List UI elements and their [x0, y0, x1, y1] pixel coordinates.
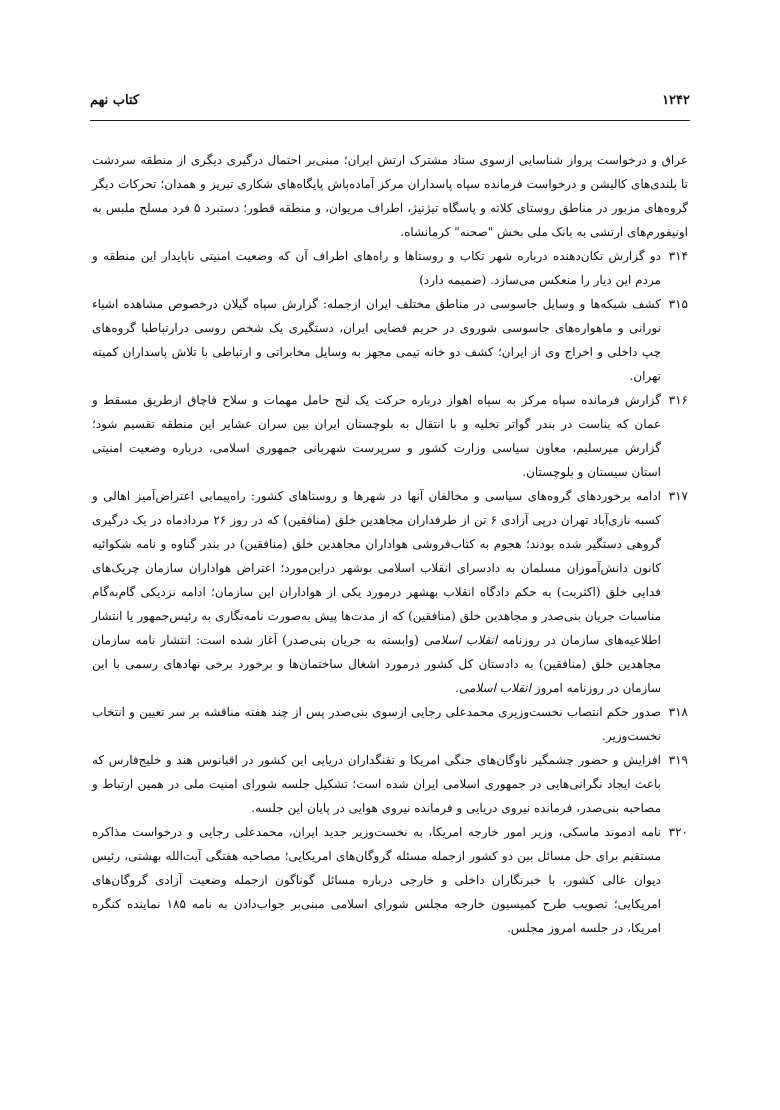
entry-number: ۳۱۴	[668, 249, 688, 263]
entry-318	[92, 700, 688, 748]
intro-paragraph: عراق و درخواست پرواز شناسایی ازسوی ستاد مشترک ارتش ایران؛ مبنی‌بر احتمال درگیری دیگری از منطقه سردشت تا بلندی‌های کالیشن و درخواست فرمانده سپاه پاسداران مرکز آماده‌باش پایگاه‌های شکاری تبریز و همدان؛ تحرکات دیگر گروه‌های مزبور در مناطق روستای کلاته و پاسگاه تیژتیژ، اطراف مریوان، و منطقه قطور؛ دستبرد ۵ فرد مسلح ملبس به اونیفورم‌های ارتشی به بانک ملی بخش "صحنه" کرمانشاه.	[92, 153, 689, 239]
newspaper-title: انقلاب اسلامی	[458, 681, 531, 695]
entry-320	[92, 820, 688, 940]
entry-text: کشف شبکه‌ها و وسایل جاسوسی در مناطق مختلف ایران ازجمله: گزارش سپاه گیلان درخصوص مشاهده اشیاء نورانی و ماهواره‌های جاسوسی شوروی در حریم فضایی ایران، دستگیری یک شخص روسی درارتباطبا گروه‌های چپ داخلی و اخراج وی از ایران؛ کشف دو خانه تیمی مجهز به وسایل مخابراتی و ارتباطی با تلاش پاسداران کمیته تهران.	[92, 297, 661, 383]
entry-text-part: (وابسته به جریان بنی‌صدر) آغاز شده است: انتشار نامه سازمان مجاهدین خلق (منافقین) به دادستان کل کشور درمورد اشغال ساختمان‌ها و برخورد برخی نهادهای رسمی با این سازمان در روزنامه امروز	[92, 633, 661, 695]
entry-text-part: ادامه برخوردهای گروه‌های سیاسی و مخالفان آنها در شهرها و روستاهای کشور: راه‌پیمایی اعتراض‌آمیز اهالی و کسبه نازی‌آباد تهران درپی آزادی ۶ تن از طرفداران مجاهدین خلق (منافقین) که در روز ۲۶ مردادماه در یک درگیری گروهی دستگیر شده بودند؛ هجوم به کتاب‌فروشی هواداران مجاهدین خلق (منافقین) در بندر گناوه و نامه شکوائیه کانون دانش‌آموزان مسلمان به دادسرای انقلاب اسلامی بوشهر دراین‌مورد؛ اعتراض هواداران سازمان چریک‌های فدایی خلق (اکثریت) به حکم دادگاه انقلاب بهشهر درمورد یکی از هواداران این سازمان؛ ادامه نزدیکی گام‌به‌گام مناسبات جریان بنی‌صدر و مجاهدین خلق (منافقین) که از مدت‌ها پیش به‌صورت نامه‌نگاری به رئیس‌جمهور یا انتشار اطلاعیه‌های سازمان در روزنامه	[92, 489, 661, 647]
page-header	[90, 93, 690, 115]
entry-text	[92, 484, 661, 700]
entry-number: ۳۱۹	[668, 753, 688, 767]
entry-text: گزارش فرمانده سپاه مرکز به سپاه اهواز درباره حرکت یک لنج حامل مهمات و سلاح قاچاق ازطریق مسقط و عمان که بناست در بندر گواتر تخلیه و با انتقال به بلوچستان ایران بین سران عشایر این منطقه تقسیم شود؛ گزارش میرسلیم، معاون سیاسی وزارت کشور و سرپرست شهربانی جمهوری اسلامی، درباره وضعیت امنیتی استان سیستان و بلوچستان.	[92, 393, 661, 479]
entry-text-part: .	[455, 681, 459, 695]
entry-314	[92, 244, 688, 292]
entry-number: ۳۱۷	[668, 489, 688, 503]
entry-317	[92, 484, 688, 700]
page-number: ۱۲۴۲	[662, 93, 690, 108]
entry-number: ۳۱۸	[668, 705, 688, 719]
entry-text: افزایش و حضور چشمگیر ناوگان‌های جنگی امریکا و تفنگداران دریایی این کشور در اقیانوس هند و خلیج‌فارس که باعث ایجاد نگرانی‌هایی در جمهوری اسلامی ایران شده است؛ تشکیل جلسه شورای امنیت ملی در همین ارتباط و مصاحبه بنی‌صدر، فرمانده نیروی دریایی و فرمانده نیروی هوایی در پایان این جلسه.	[92, 753, 661, 815]
entry-316	[92, 388, 688, 484]
entry-text: دو گزارش تکان‌دهنده درباره شهر تکاب و روستاها و راه‌های اطراف آن که وضعیت امنیتی ناپایدار این منطقه و مردم این دیار را منعکس می‌سازد. (ضمیمه دارد)	[92, 249, 661, 287]
chronology-content	[92, 148, 688, 940]
entry-number: ۳۱۵	[668, 297, 688, 311]
entry-text: صدور حکم انتصاب نخست‌وزیری محمدعلی رجایی ازسوی بنی‌صدر پس از چند هفته مناقشه بر سر تعیین و انتخاب نخست‌وزیر.	[92, 705, 661, 743]
entry-319	[92, 748, 688, 820]
header-divider	[90, 120, 690, 121]
entry-number: ۳۱۶	[668, 393, 688, 407]
entry-315	[92, 292, 688, 388]
newspaper-title: انقلاب اسلامی	[423, 633, 498, 647]
entry-number: ۳۲۰	[668, 825, 688, 839]
book-title: کتاب نهم	[90, 93, 140, 108]
entry-text: نامه ادموند ماسکی، وزیر امور خارجه امریکا، به نخست‌وزیر جدید ایران، محمدعلی رجایی و درخواست مذاکره مستقیم برای حل مسائل بین دو کشور ازجمله مسئله گروگان‌های امریکایی؛ مصاحبه هفتگی آیت‌الله بهشتی، رئیس دیوان عالی کشور، با خبرنگاران داخلی و خارجی درباره مسائل گوناگون ازجمله وضعیت آزادی گروگان‌های امریکایی؛ تصویب طرح کمیسیون خارجه مجلس شورای اسلامی مبنی‌بر جواب‌دادن به نامه ۱۸۵ نماینده کنگره امریکا، در جلسه امروز مجلس.	[92, 825, 662, 935]
